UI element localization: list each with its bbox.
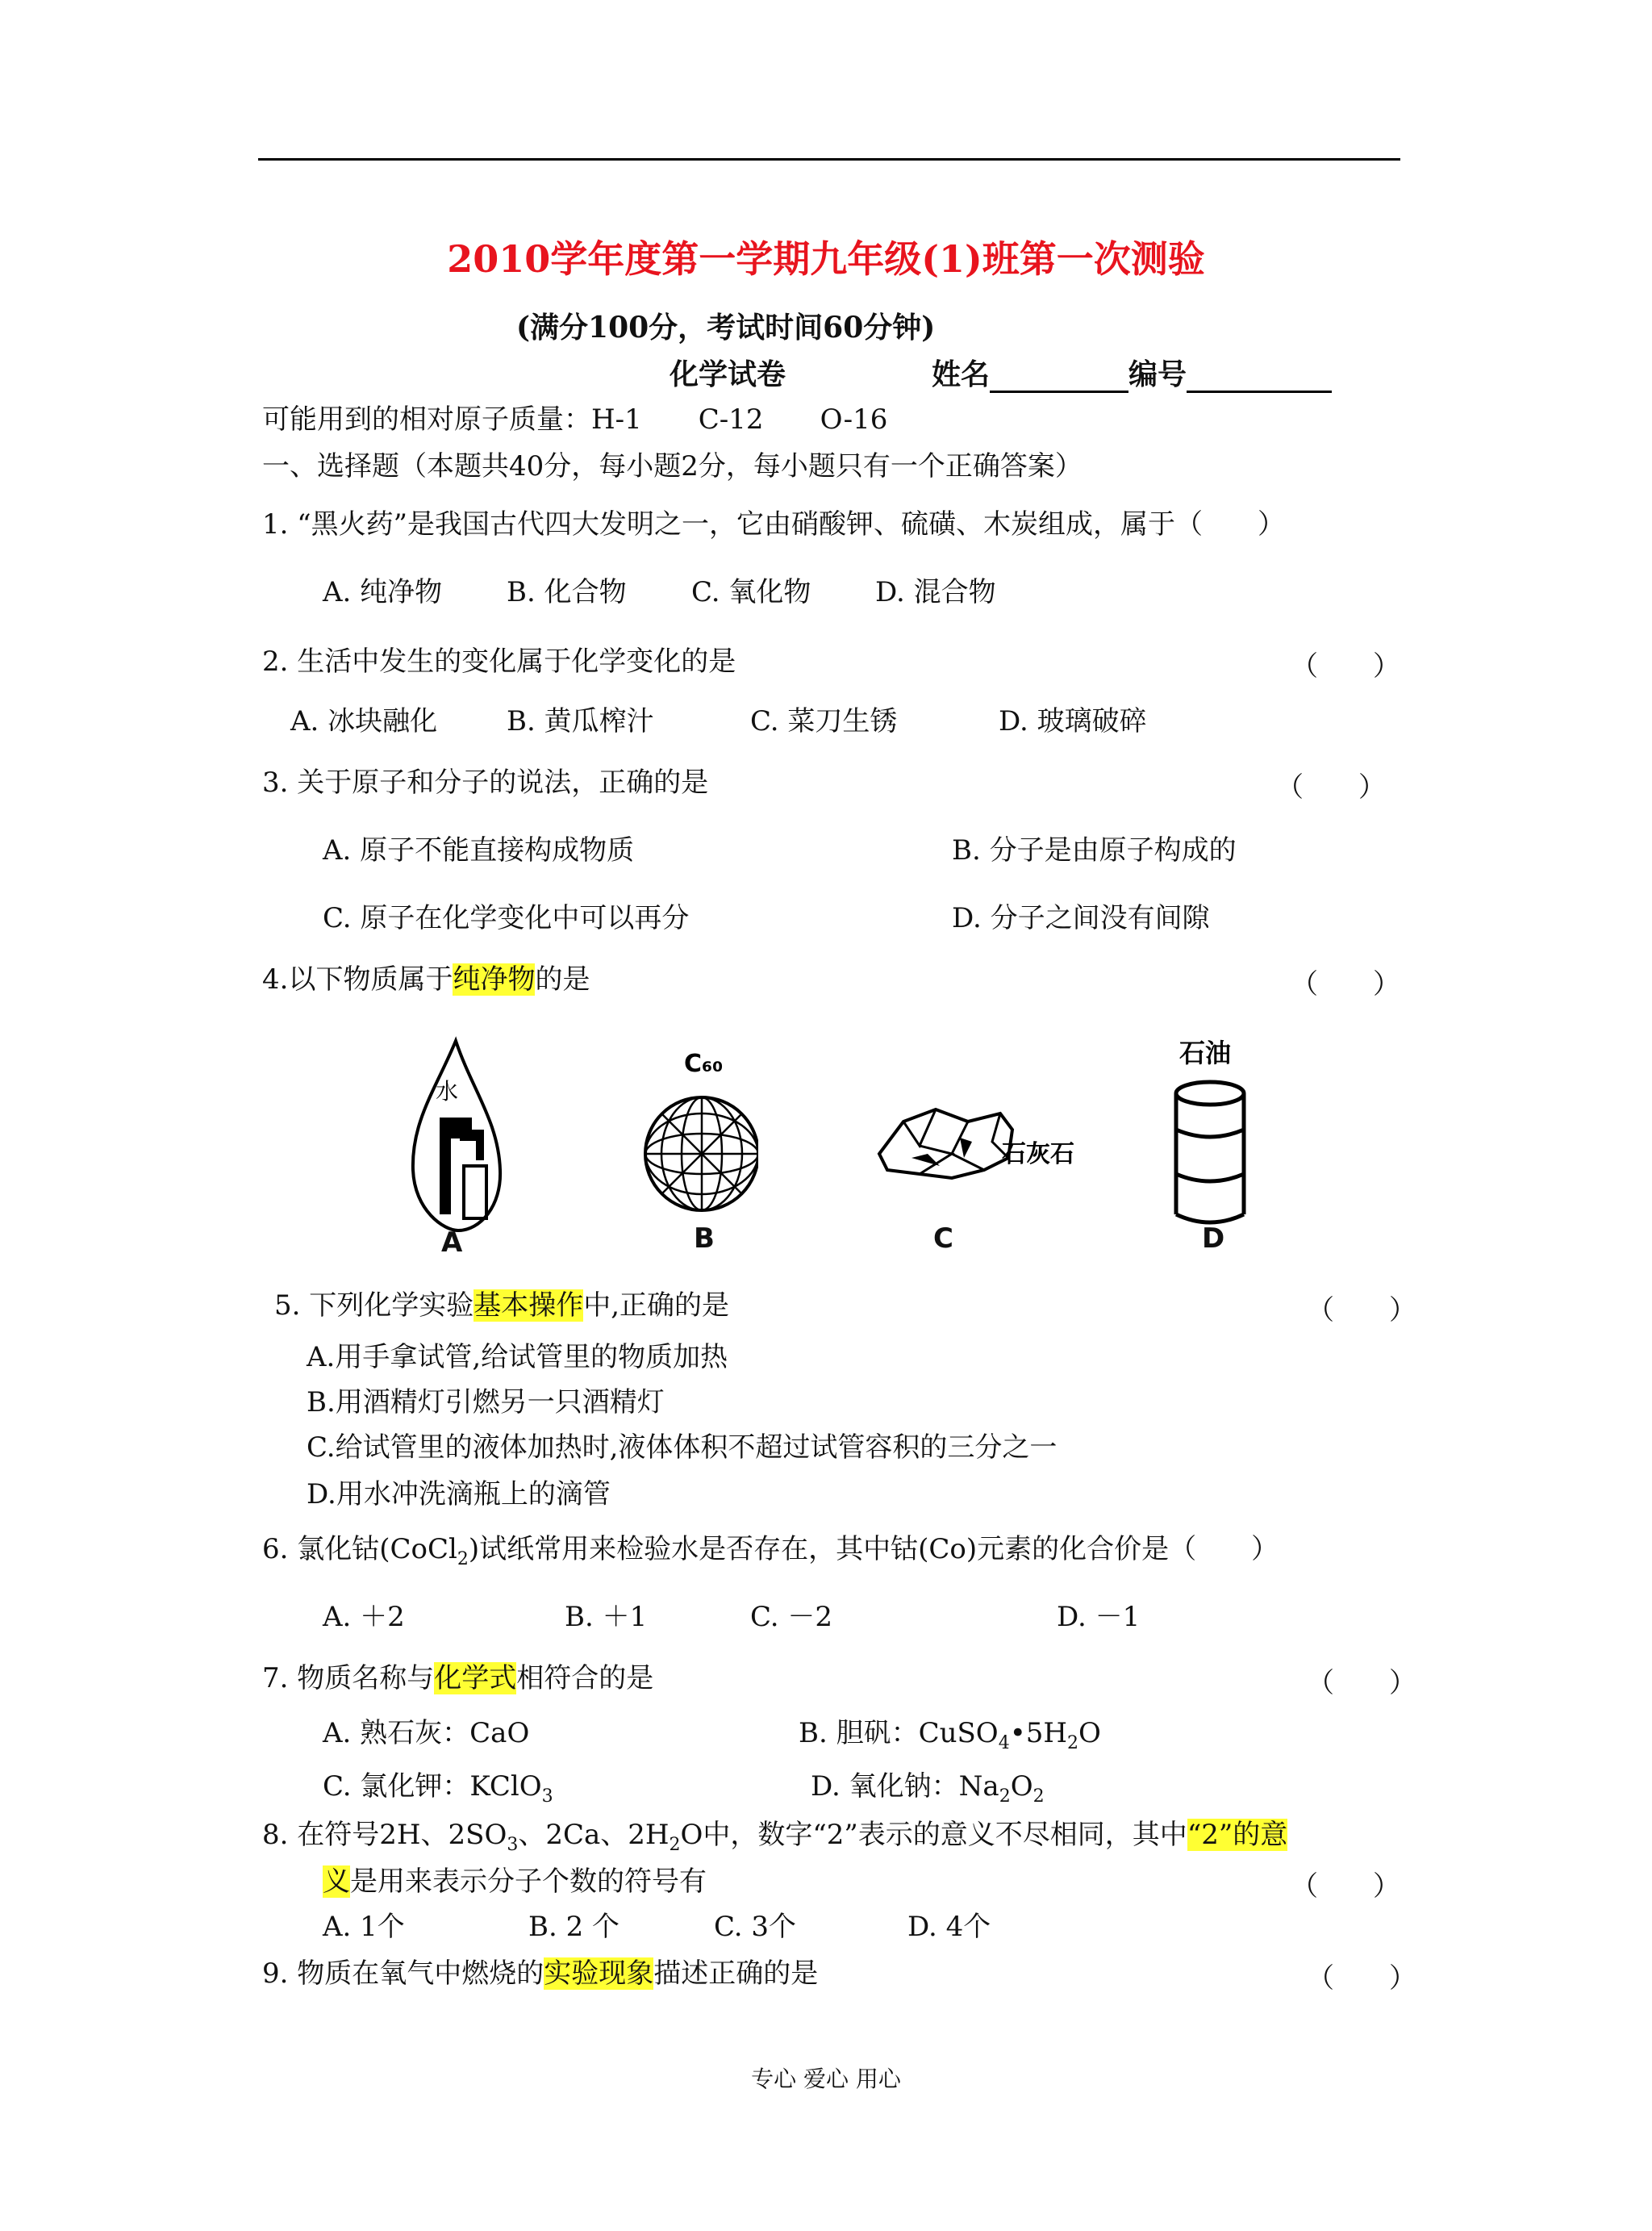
q8-sub2: 2 [669, 1834, 681, 1855]
q6-subscript: 2 [457, 1548, 469, 1569]
q3-option-b[interactable]: B. 分子是由原子构成的 [952, 834, 1237, 867]
q5-answer-paren[interactable]: （ ） [1307, 1294, 1416, 1326]
limestone-label: 石灰石 [1002, 1140, 1074, 1168]
name-field[interactable] [932, 352, 1332, 393]
q7-option-a[interactable]: A. 熟石灰：CaO [323, 1717, 530, 1749]
q5-option-b[interactable]: B.用酒精灯引燃另一只酒精灯 [307, 1386, 665, 1418]
q7-option-b-sub1: 4 [998, 1732, 1010, 1753]
q7-option-c-sub: 3 [541, 1786, 553, 1807]
section-heading: 一、选择题（本题共40分，每小题2分，每小题只有一个正确答案） [262, 450, 1083, 483]
name-blank[interactable] [990, 363, 1128, 393]
name-label: 姓名 [932, 357, 991, 391]
page-footer: 专心 爱心 用心 [751, 2066, 901, 2092]
q9-highlight: 实验现象 [544, 1957, 654, 1990]
q1-stem: 1. “黑火药”是我国古代四大发明之一，它由硝酸钾、硫磺、木炭组成，属于（ ） [262, 508, 1286, 541]
figure-label-c: C [933, 1222, 953, 1255]
q8-stem-post: O中，数字“2”表示的意义不尽相同，其中 [680, 1819, 1187, 1851]
q7-answer-paren[interactable]: （ ） [1307, 1667, 1416, 1699]
q1-option-a[interactable]: A. 纯净物 [323, 576, 443, 608]
atomic-mass-line [262, 402, 887, 437]
q8-option-b[interactable]: B. 2 个 [528, 1911, 620, 1943]
limestone-figure [871, 1097, 1081, 1202]
q4-stem-post: 的是 [535, 963, 590, 996]
atomic-mass-c: C-12 [698, 403, 764, 436]
q6-option-c[interactable]: C. －2 [750, 1601, 833, 1633]
top-rule [258, 158, 1400, 161]
q8-highlight-2: 义 [323, 1865, 350, 1898]
q8-stem-pre: 8. 在符号2H、2SO [262, 1819, 507, 1851]
q3-stem: 3. 关于原子和分子的说法，正确的是 [262, 767, 709, 799]
q3-option-d[interactable]: D. 分子之间没有间隙 [952, 902, 1210, 934]
q3-option-c[interactable]: C. 原子在化学变化中可以再分 [323, 902, 690, 934]
q7-highlight: 化学式 [434, 1662, 517, 1694]
q8-stem-line2 [323, 1864, 707, 1899]
paper-label: 化学试卷 [670, 357, 786, 391]
q5-option-c[interactable]: C.给试管里的液体加热时,液体体积不超过试管容积的三分之一 [307, 1431, 1058, 1464]
q5-stem [274, 1288, 729, 1323]
q6-option-b[interactable]: B. ＋1 [565, 1601, 648, 1633]
q8-sub1: 3 [507, 1834, 519, 1855]
q8-stem-mid: 、2Ca、2H [518, 1819, 670, 1851]
figure-label-a: A [441, 1226, 463, 1259]
q4-highlight: 纯净物 [453, 963, 536, 996]
q4-stem [262, 962, 590, 997]
q6-stem [262, 1531, 1279, 1577]
q7-option-c-pre: C. 氯化钾：KClO [323, 1770, 542, 1803]
q8-option-d[interactable]: D. 4个 [907, 1911, 991, 1943]
atomic-mass-h: H-1 [591, 403, 642, 436]
q7-option-d-sub2: 2 [1032, 1786, 1045, 1807]
oil-barrel-figure [1162, 1033, 1258, 1235]
q3-answer-paren[interactable]: （ ） [1276, 771, 1386, 804]
q9-stem-post: 描述正确的是 [653, 1957, 819, 1990]
q8-option-c[interactable]: C. 3个 [714, 1911, 797, 1943]
q7-stem [262, 1661, 653, 1696]
q8-highlight-1: “2”的意 [1187, 1819, 1288, 1851]
atomic-mass-label: 可能用到的相对原子质量： [262, 403, 591, 436]
q7-option-b[interactable] [799, 1715, 1101, 1761]
q9-stem [262, 1956, 818, 1991]
exam-subtitle: (满分100分，考试时间60分钟) [516, 311, 936, 345]
q2-option-c[interactable]: C. 菜刀生锈 [750, 705, 898, 737]
page-title: 2010学年度第一学期九年级(1)班第一次测验 [447, 237, 1205, 281]
q3-option-a[interactable]: A. 原子不能直接构成物质 [323, 834, 635, 867]
q5-highlight: 基本操作 [473, 1289, 584, 1322]
number-blank[interactable] [1187, 363, 1332, 393]
q6-stem-pre: 6. 氯化钴(CoCl [262, 1533, 457, 1565]
q6-option-a[interactable]: A. ＋2 [323, 1601, 405, 1633]
q2-option-b[interactable]: B. 黄瓜榨汁 [507, 705, 654, 737]
q6-option-d[interactable]: D. －1 [1057, 1601, 1141, 1633]
c60-molecule-figure [637, 1041, 758, 1226]
q2-option-a[interactable]: A. 冰块融化 [290, 705, 438, 737]
q1-option-b[interactable]: B. 化合物 [507, 576, 627, 608]
q2-answer-paren[interactable]: （ ） [1291, 650, 1400, 683]
q5-option-d[interactable]: D.用水冲洗滴瓶上的滴管 [307, 1478, 611, 1510]
q7-stem-post: 相符合的是 [516, 1662, 654, 1694]
q8-option-a[interactable]: A. 1个 [323, 1911, 405, 1943]
q8-answer-paren[interactable]: （ ） [1291, 1870, 1400, 1903]
figure-label-d: D [1202, 1222, 1225, 1255]
q7-option-b-sub2: 2 [1067, 1732, 1079, 1753]
water-label: 水 [436, 1078, 459, 1105]
atomic-mass-o: O-16 [820, 403, 888, 436]
q9-stem-pre: 9. 物质在氧气中燃烧的 [262, 1957, 544, 1990]
q7-option-d[interactable] [811, 1769, 1045, 1815]
q7-option-b-pre: B. 胆矾：CuSO [799, 1717, 999, 1749]
q4-stem-pre: 4.以下物质属于 [262, 963, 453, 996]
q8-line2-post: 是用来表示分子个数的符号有 [350, 1865, 707, 1898]
water-tap-drop-figure [403, 1033, 508, 1243]
q6-stem-post: )试纸常用来检验水是否存在，其中钴(Co)元素的化合价是（ ） [468, 1533, 1279, 1565]
q8-stem [262, 1817, 1287, 1863]
oil-label: 石油 [1179, 1038, 1232, 1068]
q4-answer-paren[interactable]: （ ） [1291, 968, 1400, 1001]
q7-option-b-post: O [1078, 1717, 1101, 1749]
q1-option-d[interactable]: D. 混合物 [875, 576, 996, 608]
q7-option-d-sub1: 2 [999, 1786, 1011, 1807]
q2-option-d[interactable]: D. 玻璃破碎 [999, 705, 1147, 737]
q7-option-d-pre: D. 氧化钠：Na [811, 1770, 999, 1803]
q9-answer-paren[interactable]: （ ） [1307, 1962, 1416, 1995]
q7-option-d-mid: O [1010, 1770, 1033, 1803]
q7-stem-pre: 7. 物质名称与 [262, 1662, 435, 1694]
q7-option-c[interactable] [323, 1769, 553, 1815]
c60-label: C₆₀ [684, 1050, 724, 1078]
q7-option-b-mid: •5H [1009, 1717, 1068, 1749]
q1-option-c[interactable]: C. 氧化物 [691, 576, 811, 608]
number-label: 编号 [1128, 357, 1187, 391]
q5-stem-pre: 5. 下列化学实验 [274, 1289, 474, 1322]
q5-stem-post: 中,正确的是 [583, 1289, 730, 1322]
figure-label-b: B [694, 1222, 715, 1255]
q2-stem: 2. 生活中发生的变化属于化学变化的是 [262, 645, 736, 678]
q5-option-a[interactable]: A.用手拿试管,给试管里的物质加热 [307, 1341, 728, 1373]
